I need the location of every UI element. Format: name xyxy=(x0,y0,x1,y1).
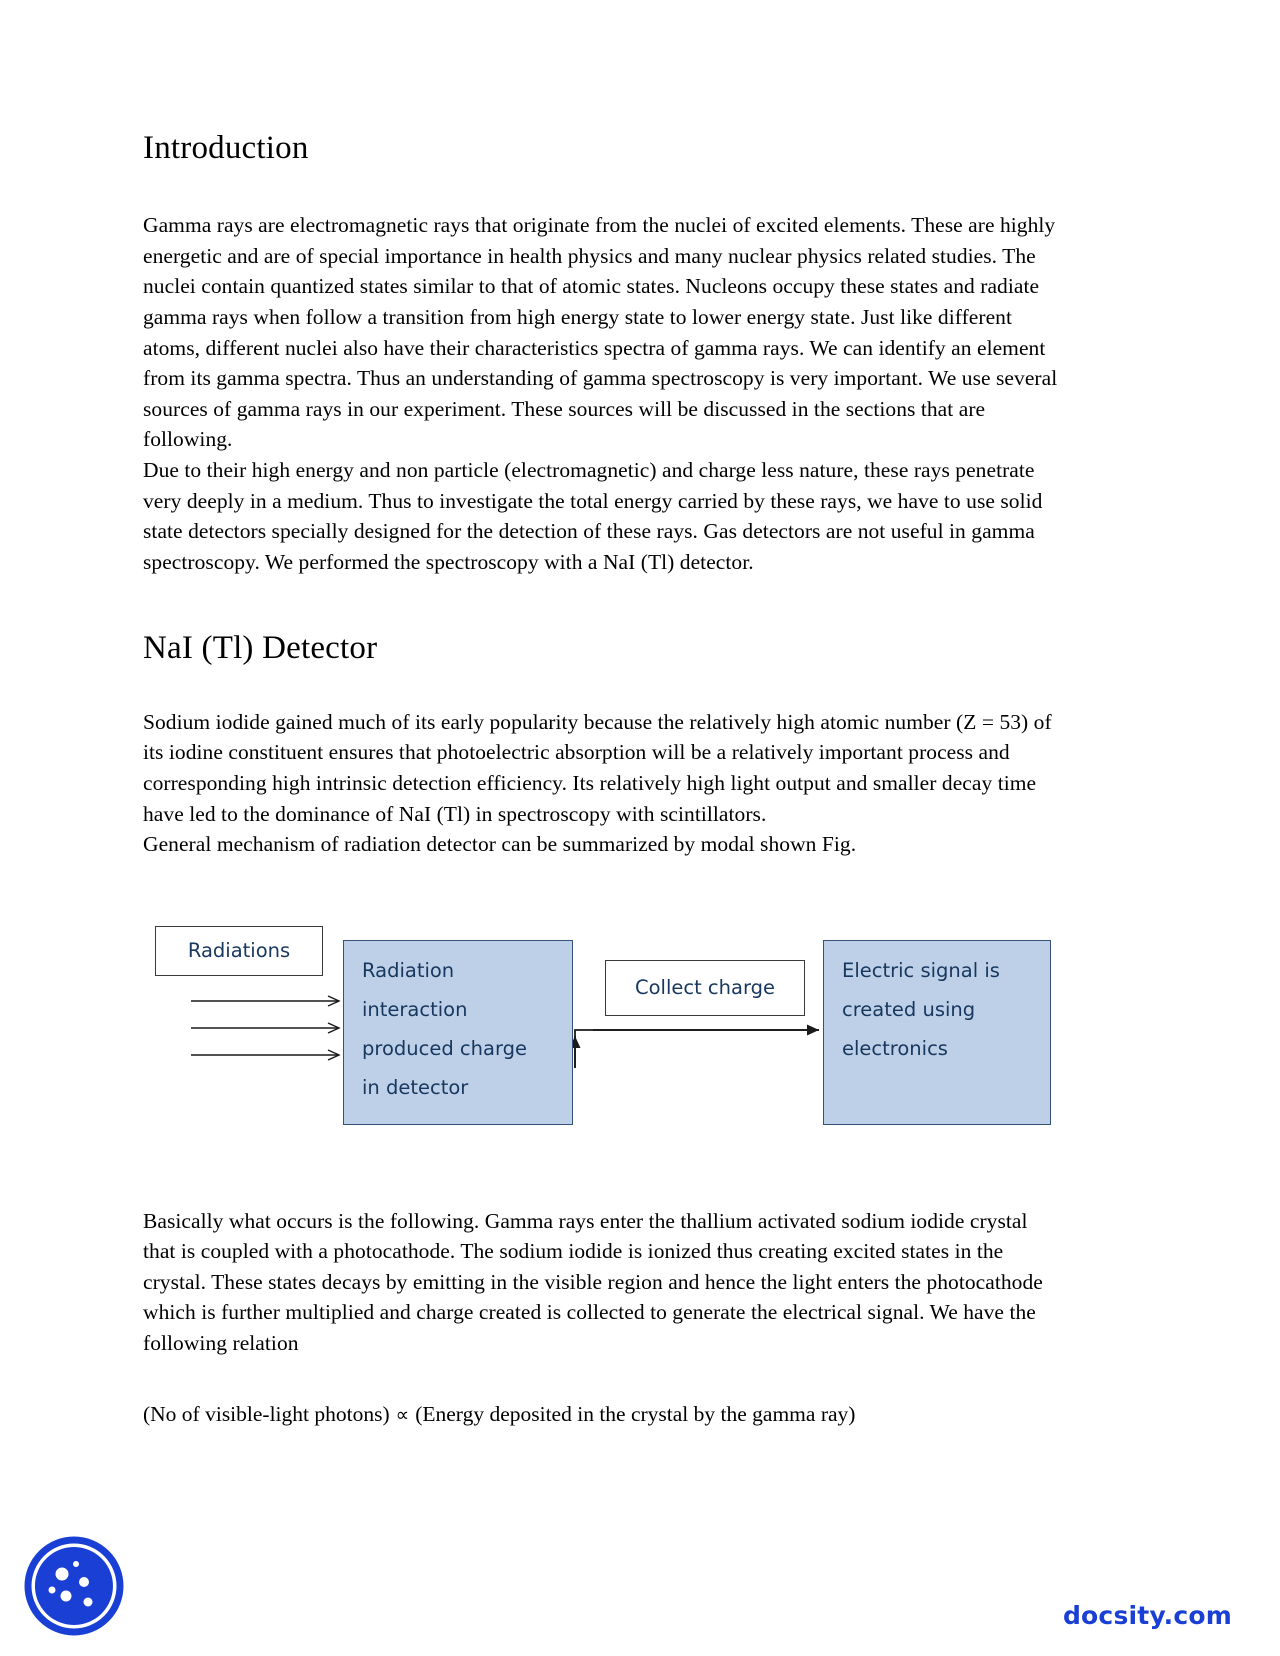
electronics-line-3: electronics xyxy=(842,1036,948,1060)
docsity-brand-text: docsity.com xyxy=(1062,1601,1232,1630)
proportional-to-icon: ∝ xyxy=(395,1403,410,1426)
detector-line-4: in detector xyxy=(362,1075,469,1099)
nai-paragraph-2: General mechanism of radiation detector can be summarized by modal shown Fig. xyxy=(143,832,857,857)
detector-line-3: produced charge xyxy=(362,1036,528,1060)
diagram-box-radiations: Radiations xyxy=(155,926,323,976)
intro-paragraph-1: Gamma rays are electromagnetic rays that originate from the nuclei of excited elements. These are highly energetic and are of special importance in health physics and many nuclear physics related studies. The nuclei contain quantized states similar to that of atomic states. Nucleons occupy these states and radiate gamma rays when follow a transition from high energy state to lower energy state. Just like different atoms, different nuclei also have their characteristics spectra of gamma rays. We can identify an element from its gamma spectra. Thus an understanding of gamma spectroscopy is very important. We use several sources of gamma rays in our experiment. These sources will be discussed in the sections that are following. xyxy=(143,213,1058,452)
electronics-line-2: created using xyxy=(842,997,976,1021)
section-heading-nai-detector: NaI (Tl) Detector xyxy=(143,630,378,667)
relation-line xyxy=(143,1399,1063,1431)
detector-line-1: Radiation xyxy=(362,958,455,982)
page-title: Introduction xyxy=(143,130,309,166)
detector-line-2: interaction xyxy=(362,997,468,1021)
diagram-box-collect-charge: Collect charge xyxy=(605,960,805,1016)
intro-paragraph-2: Due to their high energy and non particle (electromagnetic) and charge less nature, these rays penetrate very deeply in a medium. Thus to investigate the total energy carried by these rays, we have to use solid state detectors specially designed for the detection of these rays. Gas detectors are not useful in gamma spectroscopy. We performed the spectroscopy with a NaI (Tl) detector. xyxy=(143,458,1043,574)
relation-left: (No of visible-light photons) xyxy=(143,1401,390,1426)
relation-right: (Energy deposited in the crystal by the gamma ray) xyxy=(415,1401,856,1426)
nai-paragraph-1: Sodium iodide gained much of its early popularity because the relatively high atomic number (Z = 53) of its iodine constituent ensures that photoelectric absorption will be a relatively important process and corresponding high intrinsic detection efficiency. Its relatively high light output and smaller decay time have led to the dominance of NaI (Tl) in spectroscopy with scintillators. xyxy=(143,709,1052,826)
docsity-cookie-logo xyxy=(22,1534,126,1638)
document-content xyxy=(143,130,1063,1430)
diagram-box-detector xyxy=(343,940,573,1125)
diagram-box-electronics xyxy=(823,940,1051,1125)
closing-paragraph: Basically what occurs is the following. Gamma rays enter the thallium activated sodium iodide crystal that is coupled with a photocathode. The sodium iodide is ionized thus creating excited states in the crystal. These states decays by emitting in the visible region and hence the light enters the photocathode which is further multiplied and charge created is collected to generate the electrical signal. We have the following relation xyxy=(143,1208,1043,1356)
electronics-line-1: Electric signal is xyxy=(842,958,1000,982)
detector-mechanism-diagram xyxy=(143,918,1063,1148)
